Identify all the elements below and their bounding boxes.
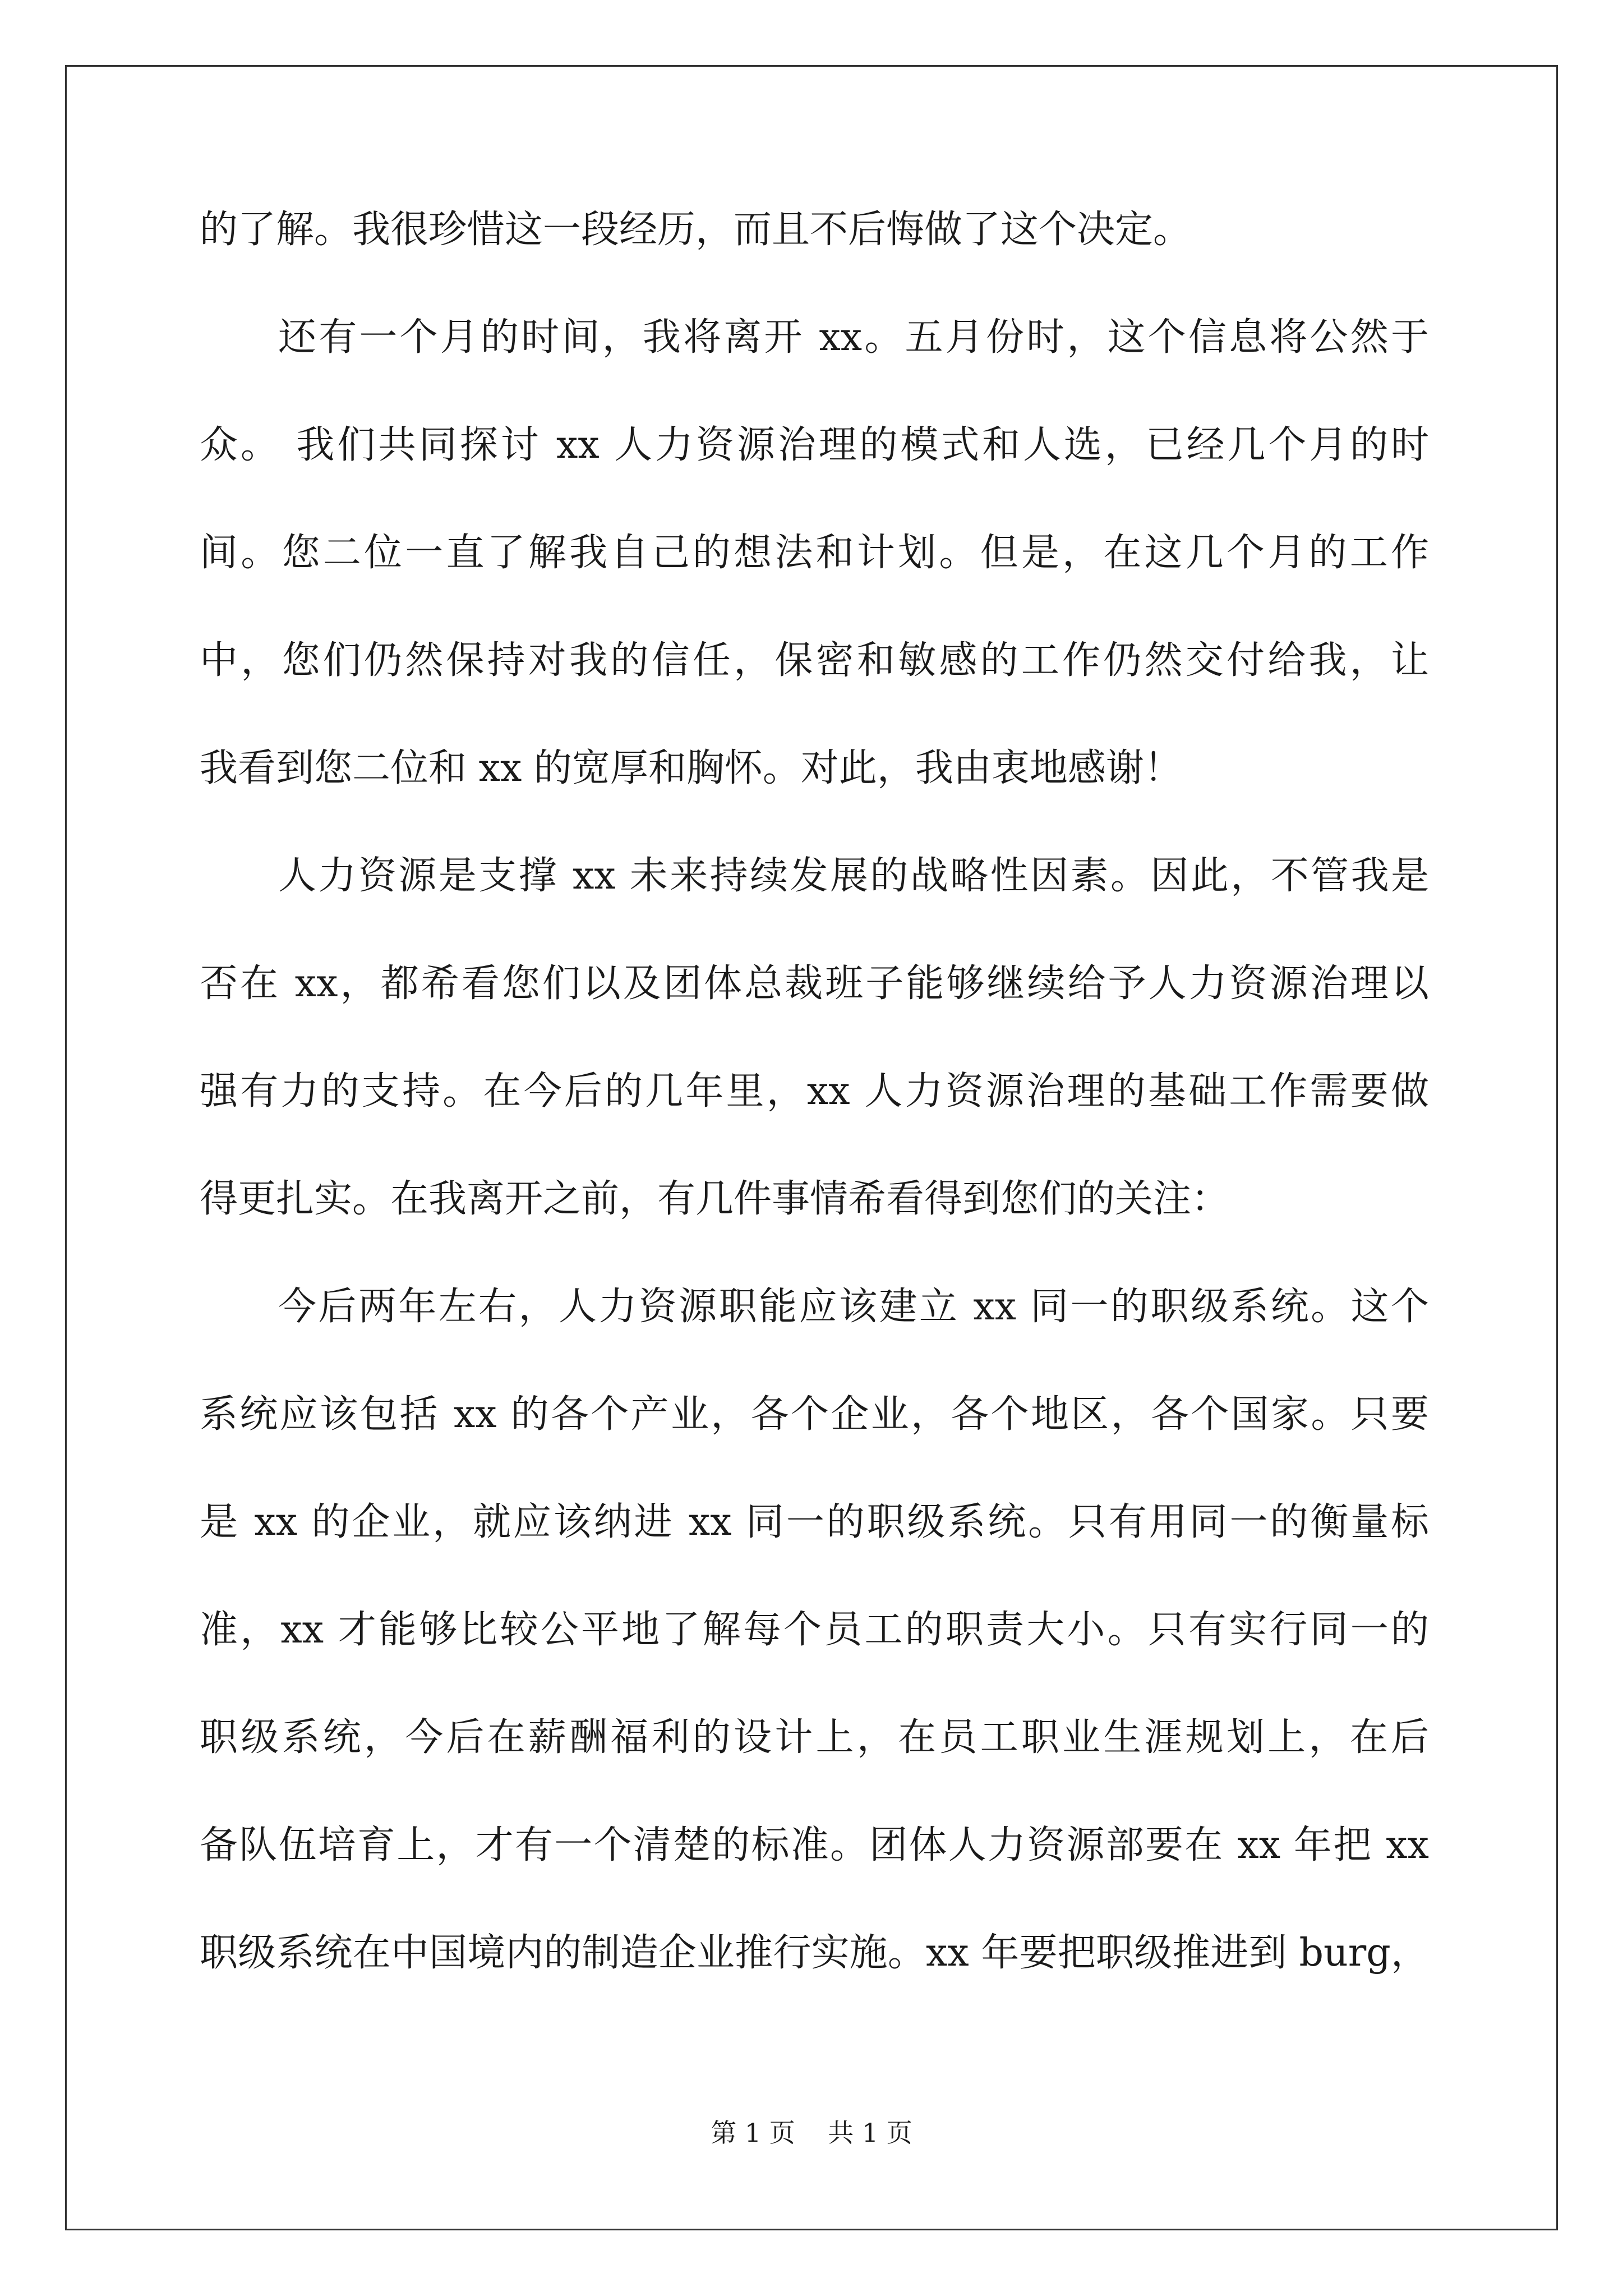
text-line: 系统应该包括 xx 的各个产业，各个企业，各个地区，各个国家。只要 [200, 1392, 1429, 1437]
text-line: 职级系统在中国境内的制造企业推行实施。xx 年要把职级推进到 burg， [200, 1931, 1429, 1975]
paragraph-first-line: 今后两年左右，人力资源职能应该建立 xx 同一的职级系统。这个 [278, 1285, 1429, 1329]
text-line: 得更扎实。在我离开之前，有几件事情希看得到您们的关注： [200, 1177, 1230, 1221]
text-line: 强有力的支持。在今后的几年里，xx 人力资源治理的基础工作需要做 [200, 1069, 1429, 1114]
text-line: 职级系统，今后在薪酬福利的设计上，在员工职业生涯规划上，在后 [200, 1715, 1429, 1760]
paragraph-first-line: 还有一个月的时间，我将离开 xx。五月份时，这个信息将公然于 [278, 315, 1429, 360]
text-line: 众。 我们共同探讨 xx 人力资源治理的模式和人选，已经几个月的时 [200, 423, 1429, 467]
text-line: 的了解。我很珍惜这一段经历，而且不后悔做了这个决定。 [200, 208, 1192, 252]
text-line: 中，您们仍然保持对我的信任，保密和敏感的工作仍然交付给我，让 [200, 638, 1429, 683]
text-line: 是 xx 的企业，就应该纳进 xx 同一的职级系统。只有用同一的衡量标 [200, 1500, 1429, 1544]
page-frame [65, 65, 1558, 2230]
page-number-footer: 第 1 页 共 1 页 [711, 2118, 912, 2148]
text-line: 否在 xx，都希看您们以及团体总裁班子能够继续给予人力资源治理以 [200, 961, 1429, 1006]
text-line: 准，xx 才能够比较公平地了解每个员工的职责大小。只有实行同一的 [200, 1608, 1429, 1652]
paragraph-first-line: 人力资源是支撑 xx 未来持续发展的战略性因素。因此，不管我是 [278, 854, 1429, 898]
text-line: 间。您二位一直了解我自己的想法和计划。但是，在这几个月的工作 [200, 531, 1429, 575]
text-line: 备队伍培育上，才有一个清楚的标准。团体人力资源部要在 xx 年把 xx [200, 1823, 1429, 1867]
text-line: 我看到您二位和 xx 的宽厚和胸怀。对此，我由衷地感谢！ [200, 746, 1182, 790]
